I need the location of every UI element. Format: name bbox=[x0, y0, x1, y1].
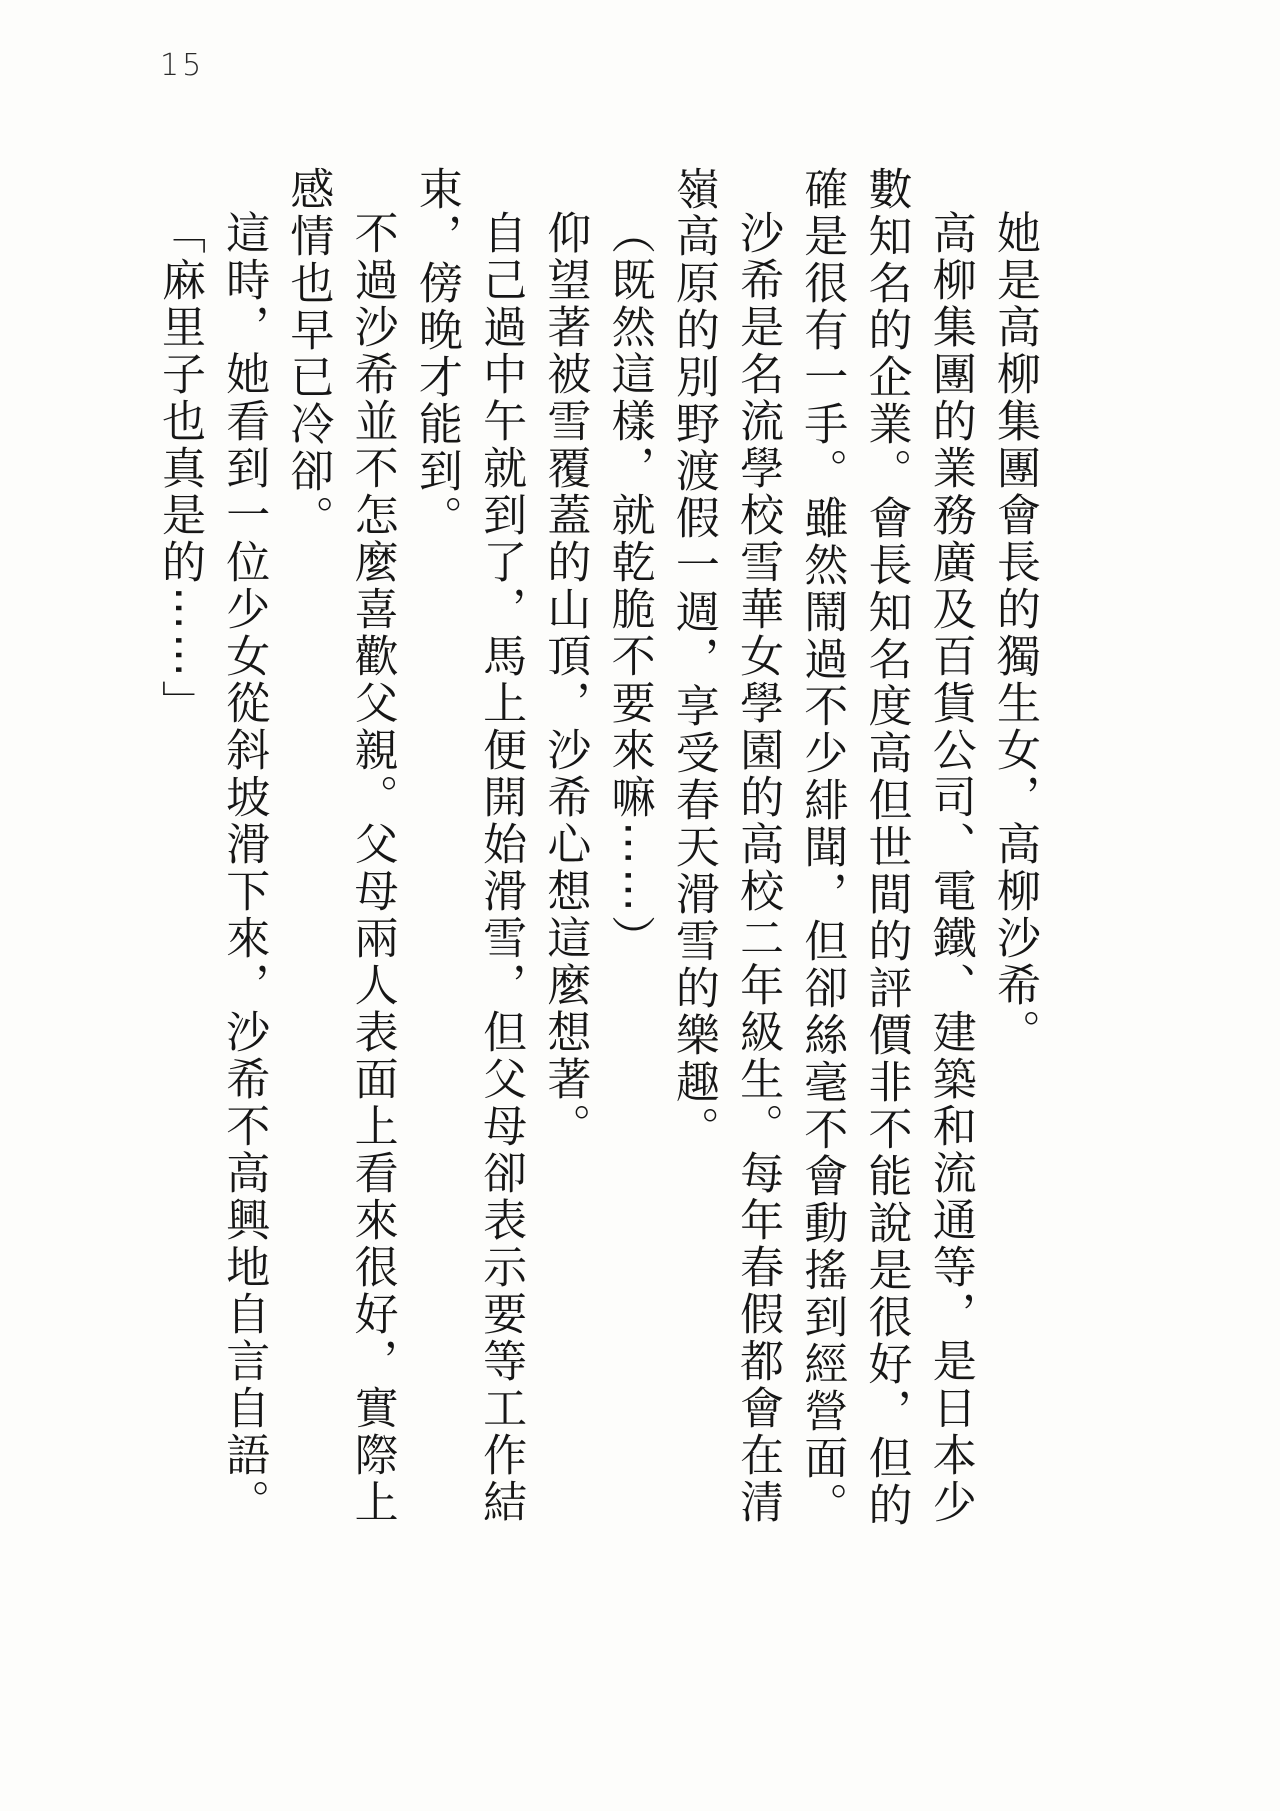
paragraph: （既然這樣，就乾脆不要來嘛⋯⋯） bbox=[603, 210, 655, 962]
paragraph: 高柳集團的業務廣及百貨公司、電鐵、建築和流通等，是日本少數知名的企業。會長知名度高但世間的評價非不能說是很好，但的確是很有一手。雖然鬧過不少緋聞，但卻絲毫不會動搖到經營面。 bbox=[796, 166, 976, 1529]
vertical-text-block bbox=[147, 166, 1046, 1566]
paragraph: 她是高柳集團會長的獨生女，高柳沙希。 bbox=[989, 210, 1040, 1056]
page-number: 15 bbox=[160, 48, 205, 83]
paragraph: 「麻里子也真是的⋯⋯」 bbox=[153, 210, 205, 727]
paragraph: 仰望著被雪覆蓋的山頂，沙希心想這麼想著。 bbox=[539, 210, 591, 1150]
paragraph: 沙希是名流學校雪華女學園的高校二年級生。每年春假都會在清嶺高原的別野渡假一週，享受春天滑雪的樂趣。 bbox=[667, 166, 784, 1526]
paragraph: 這時，她看到一位少女從斜坡滑下來，沙希不高興地自言自語。 bbox=[218, 210, 270, 1526]
paragraph: 不過沙希並不怎麼喜歡父親。父母兩人表面上看來很好，實際上感情也早已冷卻。 bbox=[282, 166, 398, 1526]
paragraph: 自己過中午就到了，馬上便開始滑雪，但父母卻表示要等工作結束，傍晚才能到。 bbox=[410, 166, 527, 1526]
